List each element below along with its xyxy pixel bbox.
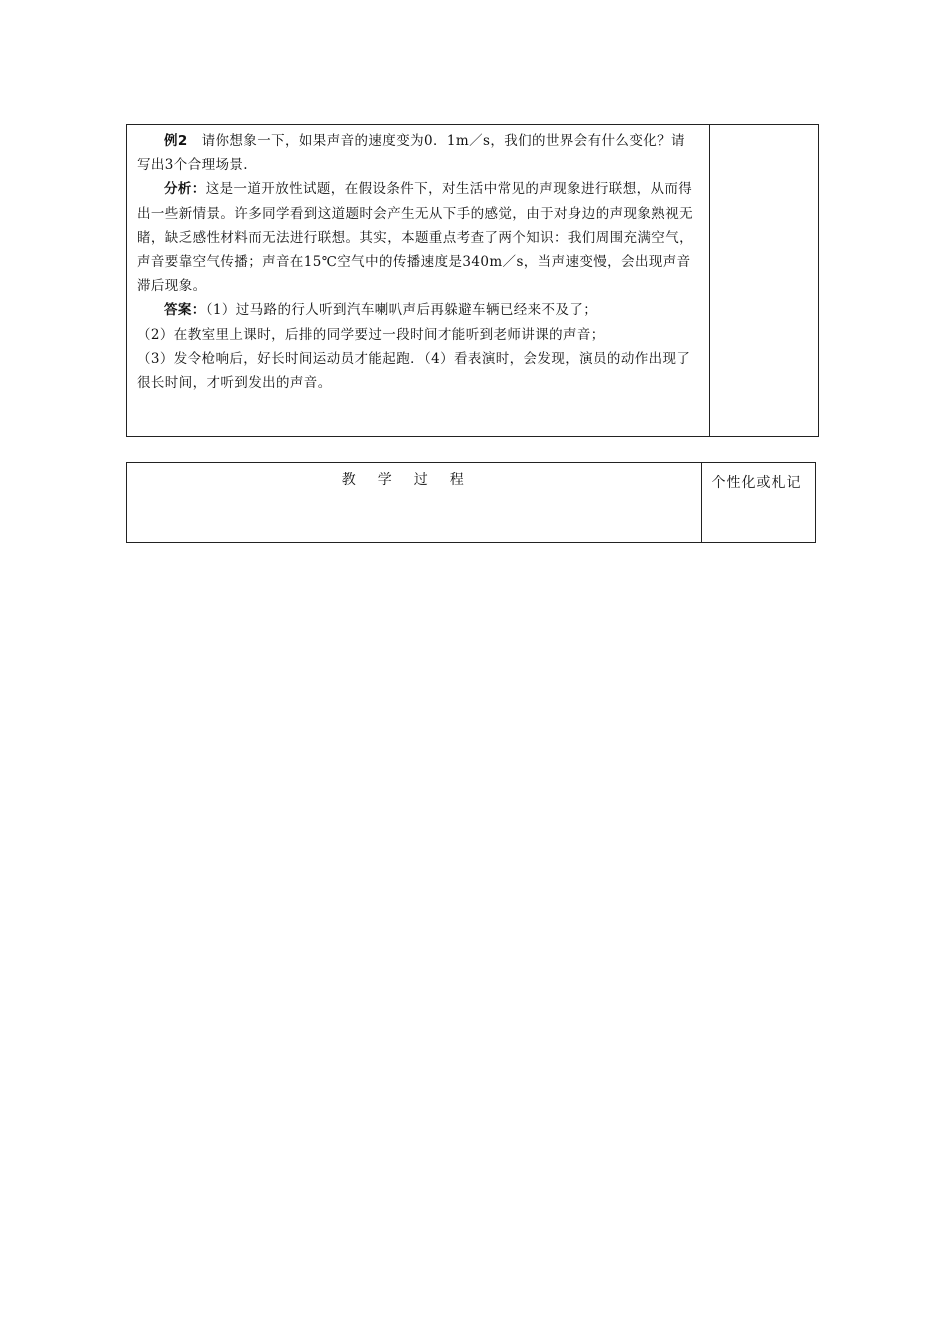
example-label: 例2 (164, 133, 188, 149)
question-text: 请你想象一下，如果声音的速度变为0．1m／s，我们的世界会有什么变化？请写出3个合理场景. (137, 133, 685, 174)
answer-label: 答案： (164, 302, 206, 319)
example-cell (127, 125, 710, 437)
process-table (126, 462, 816, 543)
answer-2: （2）在教室里上课时，后排的同学要过一段时间才能听到老师讲课的声音； (137, 326, 605, 343)
analysis-text: 这是一道开放性试题，在假设条件下，对生活中常见的声现象进行联想，从而得出一些新情景。许多同学看到这道题时会产生无从下手的感觉，由于对身边的声现象熟视无睹，缺乏感性材料而无法进行联想。其实，本题重点考查了两个知识：我们周围充满空气，声音要靠空气传播；声音在15℃空气中的传播速度是340m／s，当声速变慢，会出现声音滞后现象。 (137, 181, 693, 295)
notes-cell (710, 125, 819, 437)
answer-paragraph (137, 298, 697, 322)
process-header: 教学过程 (127, 463, 702, 543)
analysis-paragraph (137, 177, 697, 298)
answer-3: （3）发令枪响后，好长时间运动员才能起跑．（4）看表演时，会发现，演员的动作出现了很长时间，才听到发出的声音。 (137, 350, 691, 392)
example-table (126, 124, 819, 437)
analysis-label: 分析： (164, 181, 206, 198)
answer-1: （1）过马路的行人听到汽车喇叭声后再躲避车辆已经来不及了； (205, 302, 598, 319)
notes-header: 个性化或札记 (701, 463, 815, 543)
example-question (137, 129, 697, 177)
